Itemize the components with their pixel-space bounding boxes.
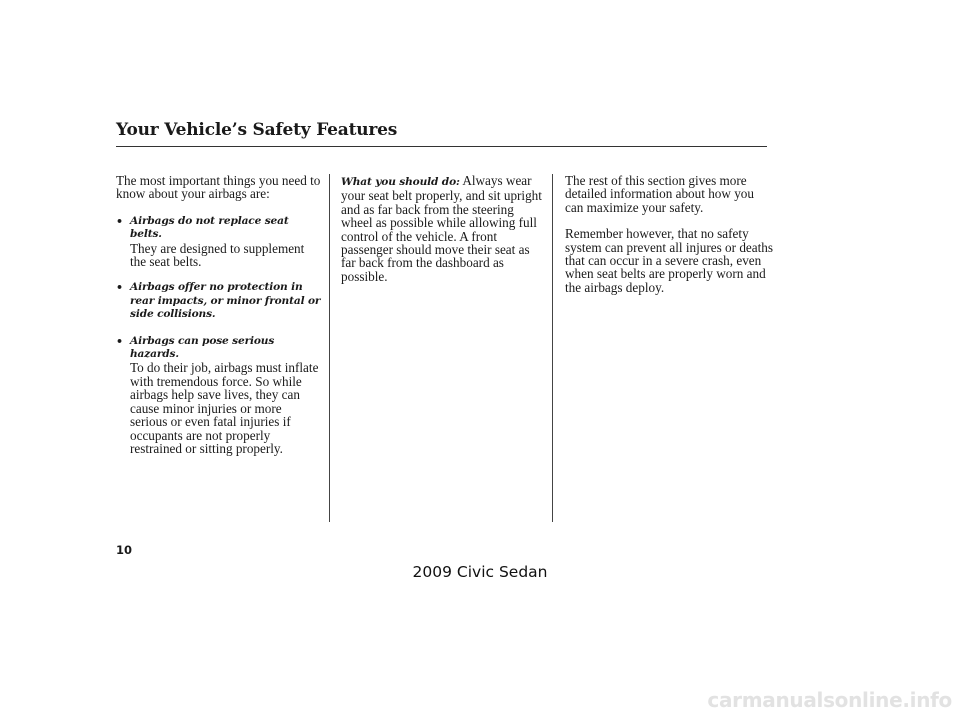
runin-heading: What you should do: <box>341 176 460 188</box>
column-divider <box>552 174 553 522</box>
bullet-icon: • <box>116 281 123 295</box>
page-number: 10 <box>116 543 133 557</box>
what-to-do-paragraph <box>341 174 545 283</box>
intro-paragraph: The most important things you need to know about your airbags are: <box>116 173 321 202</box>
model-name: 2009 Civic Sedan <box>412 563 548 581</box>
column-3 <box>565 174 775 294</box>
watermark: carmanualsonline.info <box>707 688 952 712</box>
column-2 <box>341 174 545 283</box>
bullet-heading-text: Airbags do not replace seat belts. <box>130 214 289 241</box>
bullet-body-seat-belts: They are designed to supplement the seat belts. <box>130 240 305 270</box>
remember-paragraph: Remember however, that no safety system can prevent all injures or deaths that can occur in a severe crash, even when seat belts are properly worn and the airbags deploy. <box>565 226 774 295</box>
rest-of-section-paragraph: The rest of this section gives more detailed information about how you can maximize your safety. <box>565 173 754 215</box>
bullet-heading-seat-belts <box>116 215 322 242</box>
section-title: Your Vehicle’s Safety Features <box>116 120 398 140</box>
header-rule <box>116 146 767 147</box>
bullet-heading-text: Airbags can pose serious hazards. <box>130 334 275 361</box>
bullet-heading-no-protection <box>116 281 322 321</box>
bullet-icon: • <box>116 334 123 348</box>
bullet-body-hazards: To do their job, airbags must inflate with tremendous force. So while airbags help save lives, they can cause minor injuries or more serious or even fatal injuries if occupants are not properly restrained or sitting properly. <box>130 360 319 456</box>
column-1 <box>116 174 322 455</box>
bullet-heading-text: Airbags offer no protection in rear impacts, or minor frontal or side collisions. <box>130 281 321 321</box>
bullet-icon: • <box>116 214 123 228</box>
column-divider <box>329 174 330 522</box>
what-to-do-text: Always wear your seat belt properly, and sit upright and as far back from the steering wheel as possible while allowing full control of the vehicle. A front passenger should move their seat as far back from the dashboard as possible. <box>341 173 542 284</box>
bullet-heading-hazards <box>116 335 322 362</box>
